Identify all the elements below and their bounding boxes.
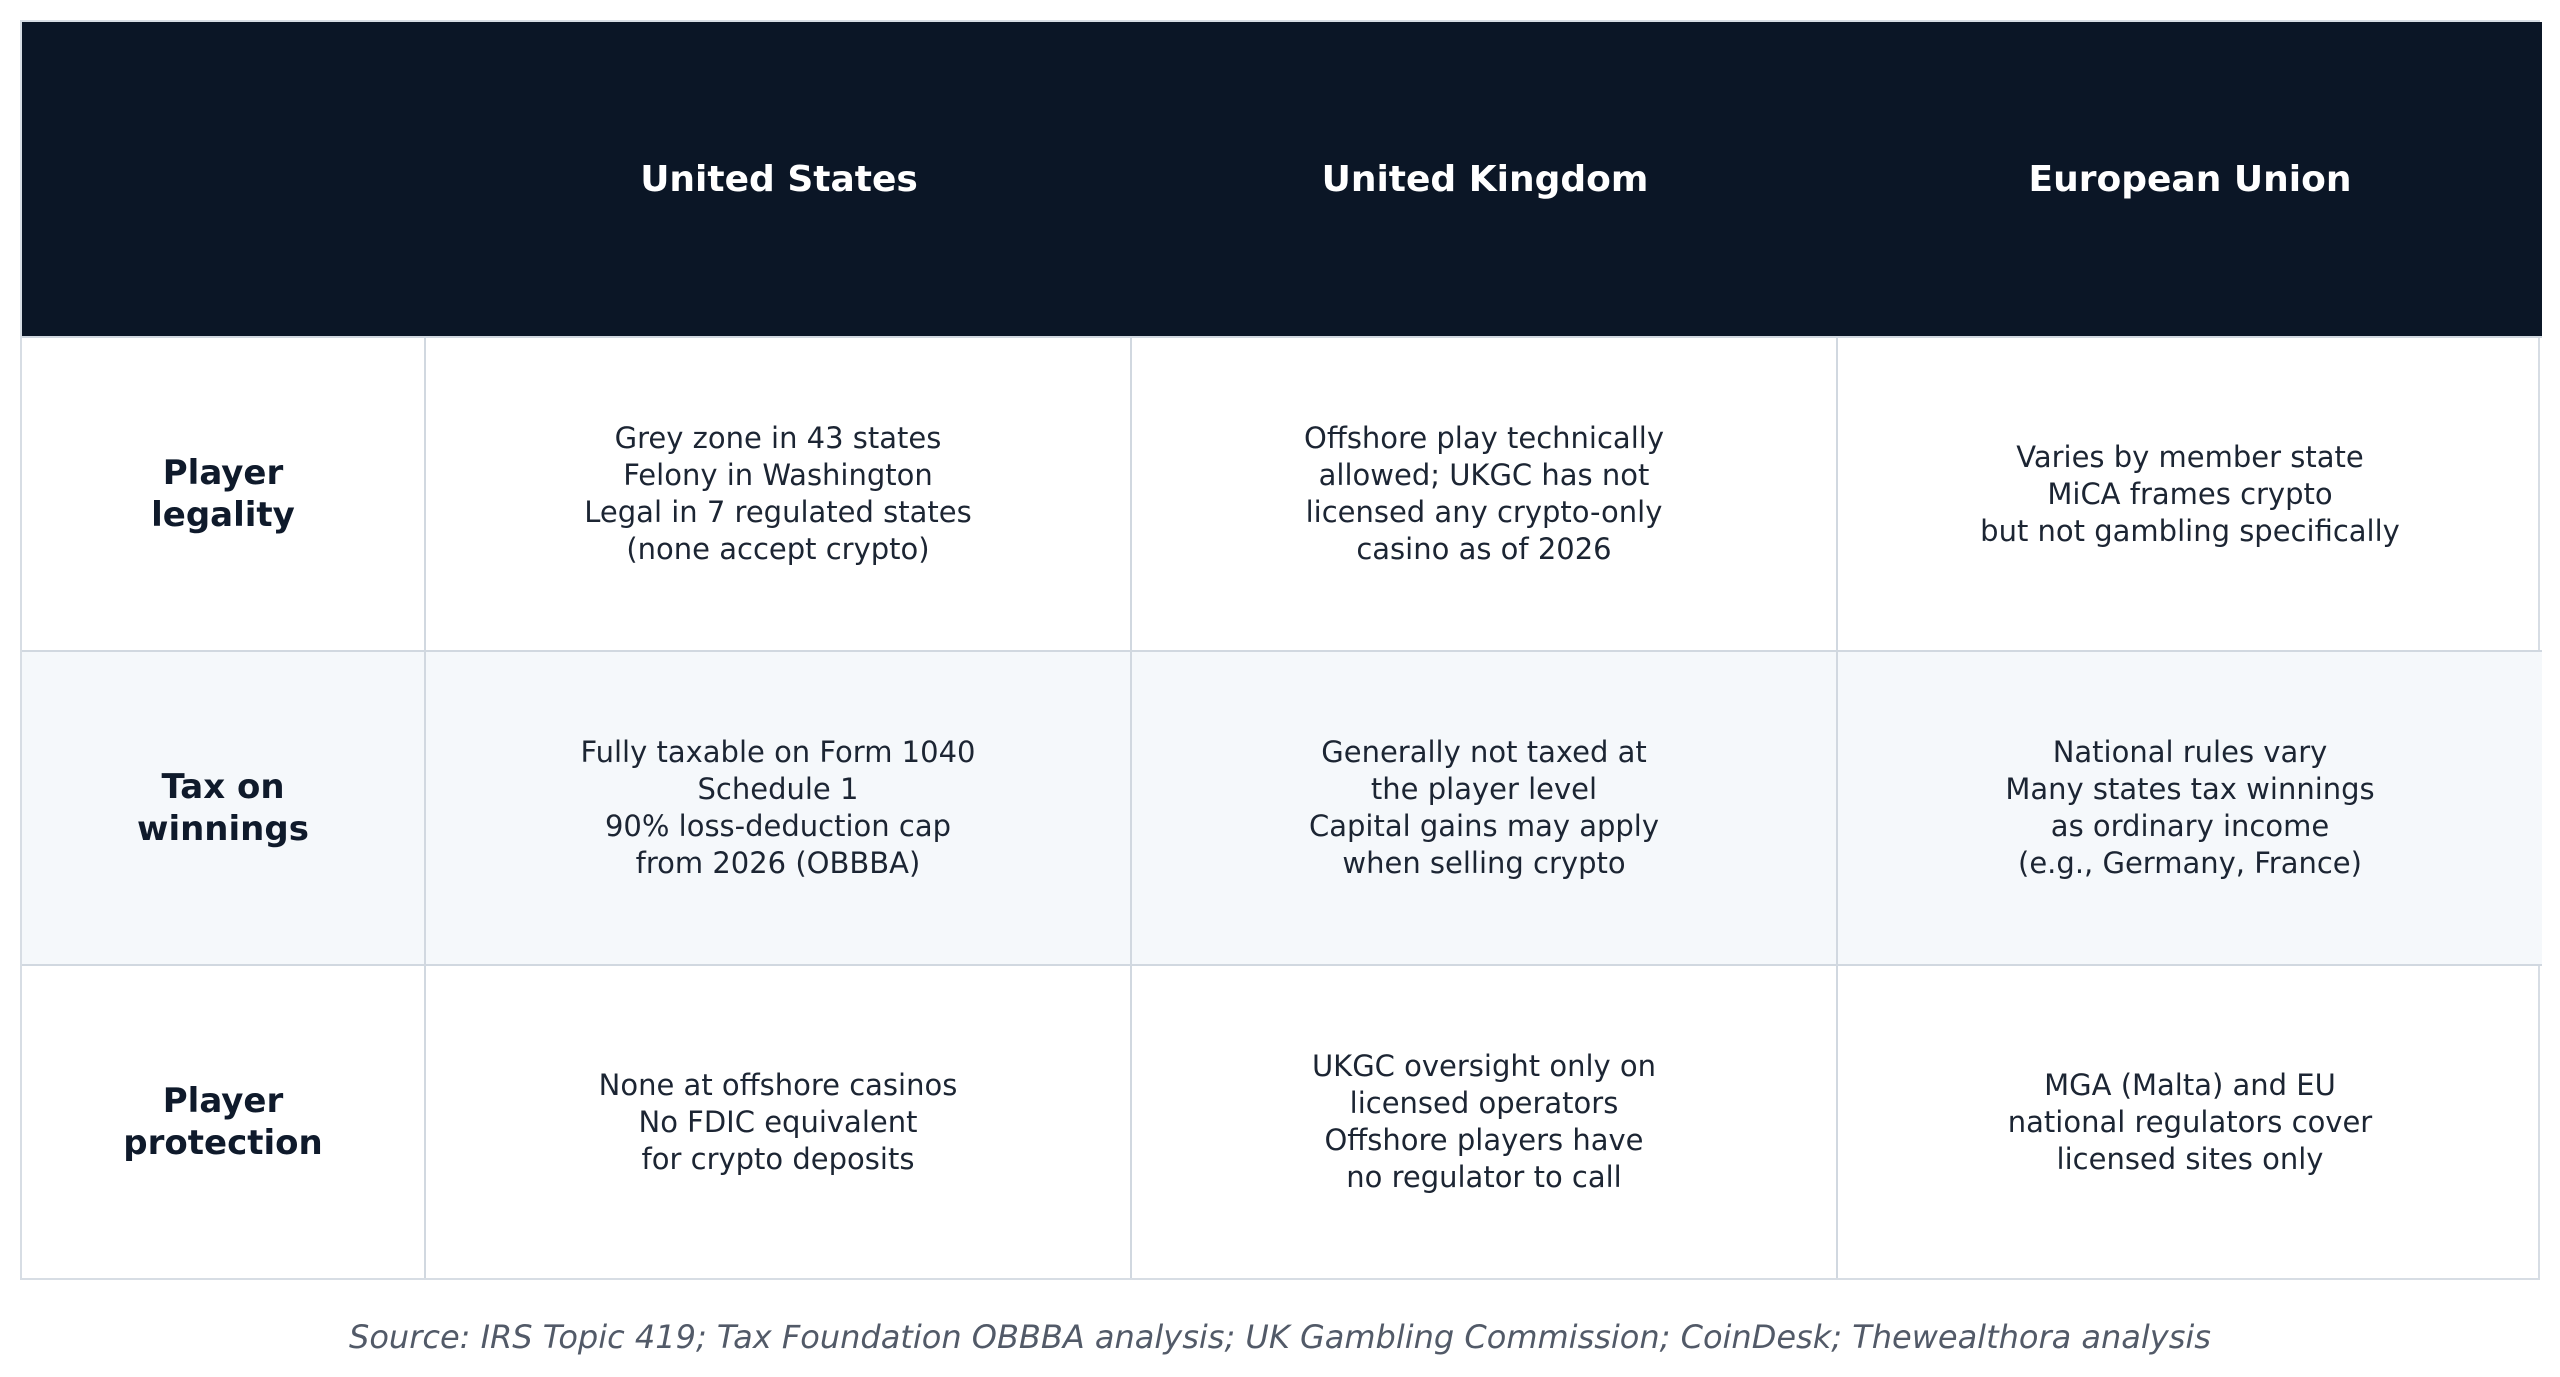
table-cell-eu-player-legality: Varies by member state MiCA frames crypto but not gambling specifically [1838,336,2542,650]
source-caption: Source: IRS Topic 419; Tax Foundation OBBBA analysis; UK Gambling Commission; CoinDesk; Thewealthora analysis [349,1318,2211,1356]
header-united-states: United States [426,22,1132,336]
table-cell-us-player-protection: None at offshore casinos No FDIC equivalent for crypto deposits [426,964,1132,1278]
table-cell-eu-tax-on-winnings: National rules vary Many states tax winnings as ordinary income (e.g., Germany, France) [1838,650,2542,964]
row-label-player-protection: Player protection [22,964,426,1278]
header-european-union: European Union [1838,22,2542,336]
table-cell-uk-player-legality: Offshore play technically allowed; UKGC has not licensed any crypto-only casino as of 2026 [1132,336,1838,650]
row-label-player-legality: Player legality [22,336,426,650]
header-corner-cell [22,22,426,336]
table-cell-eu-player-protection: MGA (Malta) and EU national regulators cover licensed sites only [1838,964,2542,1278]
table-cell-uk-player-protection: UKGC oversight only on licensed operators Offshore players have no regulator to call [1132,964,1838,1278]
table-cell-us-tax-on-winnings: Fully taxable on Form 1040 Schedule 1 90% loss-deduction cap from 2026 (OBBBA) [426,650,1132,964]
table-cell-us-player-legality: Grey zone in 43 states Felony in Washington Legal in 7 regulated states (none accept crypto) [426,336,1132,650]
header-united-kingdom: United Kingdom [1132,22,1838,336]
row-label-tax-on-winnings: Tax on winnings [22,650,426,964]
comparison-table [20,20,2540,1280]
table-cell-uk-tax-on-winnings: Generally not taxed at the player level Capital gains may apply when selling crypto [1132,650,1838,964]
